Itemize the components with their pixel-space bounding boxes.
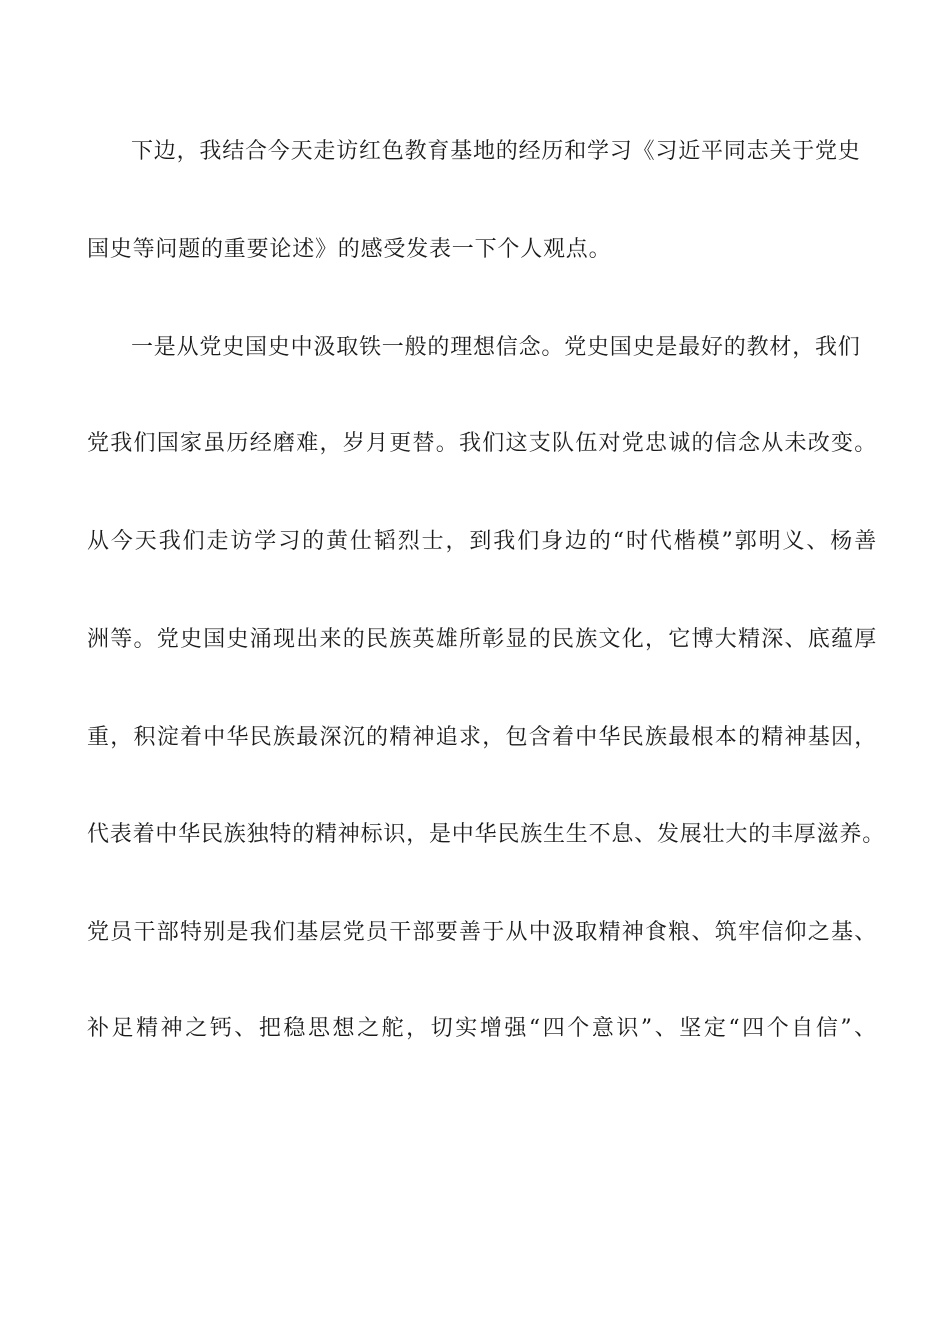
text-line-9: 党员干部特别是我们基层党员干部要善于从中汲取精神食粮、筑牢信仰之基、 <box>87 920 877 945</box>
text-line-1: 下边，我结合今天走访红色教育基地的经历和学习《习近平同志关于党史 <box>131 139 861 164</box>
text-line-7: 重，积淀着中华民族最深沉的精神追求，包含着中华民族最根本的精神基因， <box>87 725 877 750</box>
text-line-5: 从今天我们走访学习的黄仕韬烈士，到我们身边的“时代楷模”郭明义、杨善 <box>87 529 877 554</box>
text-line-10: 补足精神之钙、把稳思想之舵，切实增强“四个意识”、坚定“四个自信”、 <box>87 1016 877 1041</box>
text-line-3: 一是从党史国史中汲取铁一般的理想信念。党史国史是最好的教材，我们 <box>131 335 861 360</box>
text-line-6: 洲等。党史国史涌现出来的民族英雄所彰显的民族文化，它博大精深、底蕴厚 <box>87 627 877 652</box>
text-line-8: 代表着中华民族独特的精神标识，是中华民族生生不息、发展壮大的丰厚滋养。 <box>87 822 886 847</box>
text-line-2: 国史等问题的重要论述》的感受发表一下个人观点。 <box>87 237 612 262</box>
text-line-4: 党我们国家虽历经磨难，岁月更替。我们这支队伍对党忠诚的信念从未改变。 <box>87 431 877 456</box>
